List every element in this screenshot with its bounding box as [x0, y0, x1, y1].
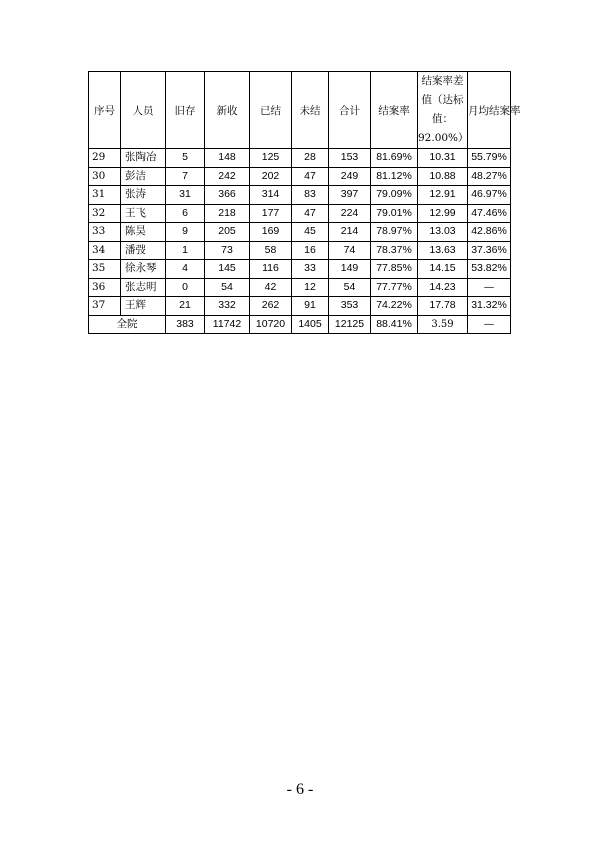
cell-closure-rate: 81.12% [371, 167, 418, 186]
cell-unclosed: 12 [292, 278, 329, 297]
cell-rate-difference: 12.91 [418, 186, 468, 205]
cell-monthly-rate: 42.86% [468, 223, 511, 242]
cell-closed: 262 [250, 297, 292, 316]
cell-closed: 202 [250, 167, 292, 186]
cell-new-received: 218 [205, 204, 250, 223]
case-closure-table-container [88, 71, 521, 334]
cell-total: 74 [329, 241, 371, 260]
cell-total-total: 12125 [329, 315, 371, 334]
table-row [89, 186, 511, 205]
header-closed: 已结 [250, 72, 292, 149]
cell-closure-rate: 74.22% [371, 297, 418, 316]
cell-old-stock: 31 [166, 186, 205, 205]
cell-seq: 30 [89, 167, 121, 186]
table-total-row [89, 315, 511, 334]
cell-total-closed: 10720 [250, 315, 292, 334]
cell-unclosed: 16 [292, 241, 329, 260]
header-person: 人员 [121, 72, 166, 149]
header-unclosed: 未结 [292, 72, 329, 149]
cell-closed: 314 [250, 186, 292, 205]
header-seq: 序号 [89, 72, 121, 149]
cell-rate-difference: 13.63 [418, 241, 468, 260]
cell-unclosed: 47 [292, 204, 329, 223]
cell-person: 徐永琴 [121, 260, 166, 279]
cell-seq: 32 [89, 204, 121, 223]
cell-total-new-received: 11742 [205, 315, 250, 334]
cell-total: 54 [329, 278, 371, 297]
table-row [89, 241, 511, 260]
cell-person: 彭洁 [121, 167, 166, 186]
cell-new-received: 145 [205, 260, 250, 279]
cell-closure-rate: 79.01% [371, 204, 418, 223]
cell-person: 张志明 [121, 278, 166, 297]
cell-closure-rate: 78.37% [371, 241, 418, 260]
cell-closure-rate: 81.69% [371, 149, 418, 168]
cell-person: 王飞 [121, 204, 166, 223]
cell-seq: 36 [89, 278, 121, 297]
header-new-received: 新收 [205, 72, 250, 149]
cell-unclosed: 28 [292, 149, 329, 168]
cell-new-received: 332 [205, 297, 250, 316]
cell-closed: 116 [250, 260, 292, 279]
cell-total: 397 [329, 186, 371, 205]
cell-unclosed: 83 [292, 186, 329, 205]
cell-total: 249 [329, 167, 371, 186]
cell-closure-rate: 77.85% [371, 260, 418, 279]
cell-total: 149 [329, 260, 371, 279]
cell-old-stock: 6 [166, 204, 205, 223]
cell-total-unclosed: 1405 [292, 315, 329, 334]
cell-unclosed: 91 [292, 297, 329, 316]
cell-monthly-rate: 48.27% [468, 167, 511, 186]
table-body [89, 149, 511, 334]
cell-person: 张陶冶 [121, 149, 166, 168]
cell-seq: 34 [89, 241, 121, 260]
header-monthly-rate: 月均结案率 [468, 72, 511, 149]
cell-closure-rate: 79.09% [371, 186, 418, 205]
table-row [89, 223, 511, 242]
cell-seq: 31 [89, 186, 121, 205]
cell-unclosed: 47 [292, 167, 329, 186]
table-row [89, 278, 511, 297]
cell-person: 潘弢 [121, 241, 166, 260]
cell-monthly-rate: 55.79% [468, 149, 511, 168]
cell-person: 陈昊 [121, 223, 166, 242]
table-header-row [89, 72, 511, 149]
cell-old-stock: 0 [166, 278, 205, 297]
table-row [89, 260, 511, 279]
cell-rate-difference: 14.15 [418, 260, 468, 279]
cell-old-stock: 9 [166, 223, 205, 242]
cell-monthly-rate: 47.46% [468, 204, 511, 223]
cell-closed: 42 [250, 278, 292, 297]
cell-total: 214 [329, 223, 371, 242]
cell-monthly-rate: 37.36% [468, 241, 511, 260]
cell-new-received: 73 [205, 241, 250, 260]
cell-total-label: 全院 [89, 315, 166, 334]
cell-new-received: 54 [205, 278, 250, 297]
cell-monthly-rate: — [468, 278, 511, 297]
cell-total: 153 [329, 149, 371, 168]
case-closure-table [88, 71, 521, 334]
cell-new-received: 366 [205, 186, 250, 205]
cell-rate-difference: 17.78 [418, 297, 468, 316]
cell-rate-difference: 10.88 [418, 167, 468, 186]
cell-old-stock: 4 [166, 260, 205, 279]
cell-new-received: 242 [205, 167, 250, 186]
cell-total: 224 [329, 204, 371, 223]
cell-monthly-rate: 53.82% [468, 260, 511, 279]
cell-new-received: 148 [205, 149, 250, 168]
cell-seq: 37 [89, 297, 121, 316]
cell-rate-difference: 10.31 [418, 149, 468, 168]
cell-old-stock: 1 [166, 241, 205, 260]
cell-closed: 58 [250, 241, 292, 260]
header-rate-difference: 结案率差值（达标值：92.00%） [418, 72, 468, 149]
cell-new-received: 205 [205, 223, 250, 242]
cell-seq: 29 [89, 149, 121, 168]
cell-closed: 125 [250, 149, 292, 168]
cell-person: 王辉 [121, 297, 166, 316]
cell-rate-difference: 12.99 [418, 204, 468, 223]
cell-total-old-stock: 383 [166, 315, 205, 334]
header-closure-rate: 结案率 [371, 72, 418, 149]
cell-old-stock: 21 [166, 297, 205, 316]
header-total: 合计 [329, 72, 371, 149]
cell-unclosed: 33 [292, 260, 329, 279]
cell-seq: 33 [89, 223, 121, 242]
cell-closure-rate: 77.77% [371, 278, 418, 297]
cell-monthly-rate: 31.32% [468, 297, 511, 316]
cell-total: 353 [329, 297, 371, 316]
table-row [89, 297, 511, 316]
cell-person: 张涛 [121, 186, 166, 205]
header-old-stock: 旧存 [166, 72, 205, 149]
table-row [89, 204, 511, 223]
cell-total-closure-rate: 88.41% [371, 315, 418, 334]
table-row [89, 167, 511, 186]
cell-monthly-rate: 46.97% [468, 186, 511, 205]
cell-closed: 169 [250, 223, 292, 242]
cell-old-stock: 5 [166, 149, 205, 168]
cell-closure-rate: 78.97% [371, 223, 418, 242]
cell-rate-difference: 14.23 [418, 278, 468, 297]
cell-closed: 177 [250, 204, 292, 223]
cell-total-monthly-rate: — [468, 315, 511, 334]
page-number: - 6 - [286, 781, 314, 798]
table-row [89, 149, 511, 168]
cell-unclosed: 45 [292, 223, 329, 242]
cell-total-rate-difference: 3.59 [418, 315, 468, 334]
cell-seq: 35 [89, 260, 121, 279]
cell-rate-difference: 13.03 [418, 223, 468, 242]
cell-old-stock: 7 [166, 167, 205, 186]
